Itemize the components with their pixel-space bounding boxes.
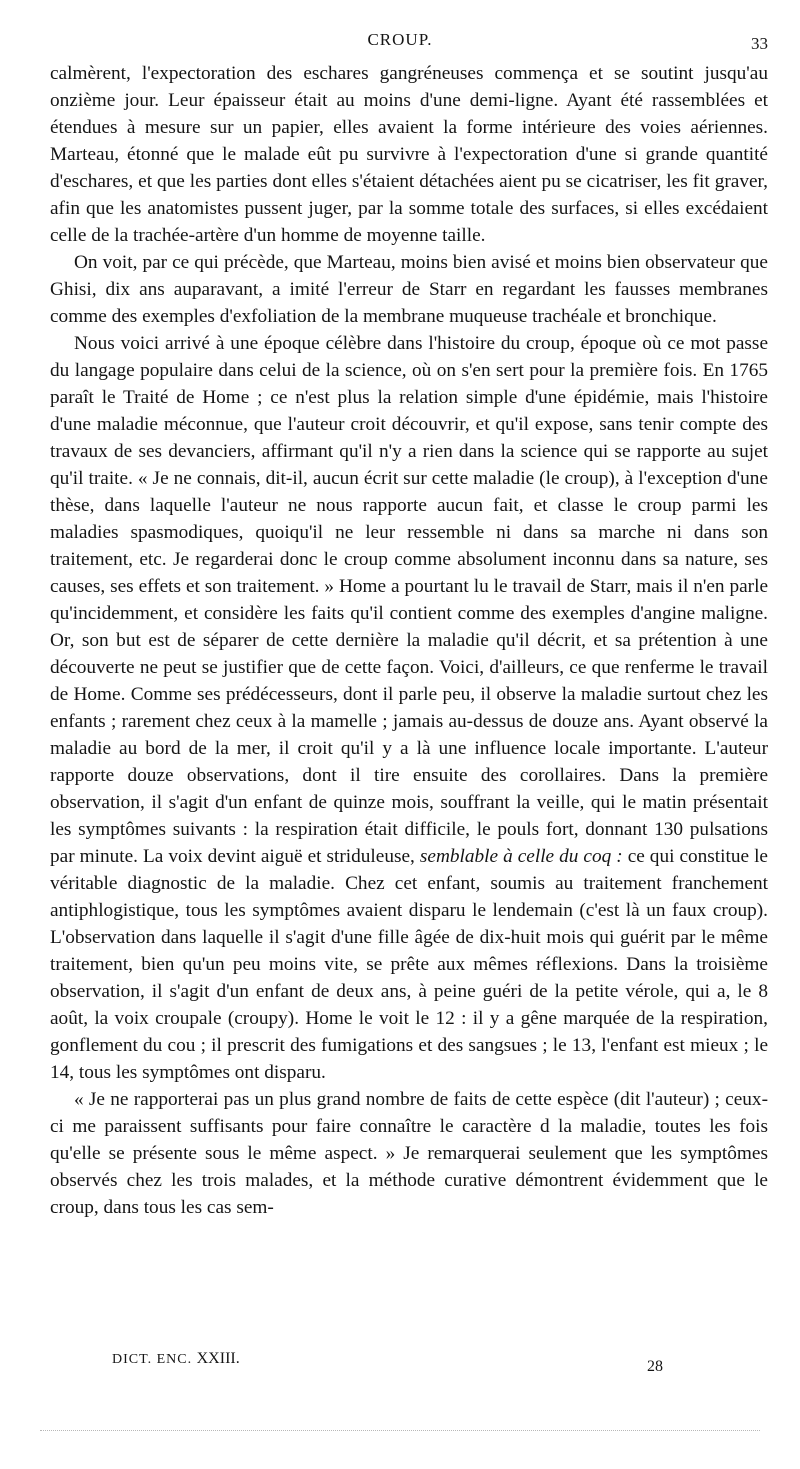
running-head xyxy=(0,30,800,54)
volume-number: XXIII. xyxy=(196,1350,240,1367)
paragraph-3-italic: semblable à celle du coq : xyxy=(419,846,623,867)
body-text xyxy=(50,60,768,1221)
paragraph-2: On voit, par ce qui précède, que Marteau, moins bien avisé et moins bien observateur que Ghisi, dix ans auparavant, a imité l'erreur de Starr en regardant les fausses membranes comme des exemples d'exfoliation de la membrane muqueuse trachéale et bronchique. xyxy=(50,252,768,327)
printer-signature xyxy=(112,1350,240,1368)
signature-text: DICT. ENC. xyxy=(112,1352,193,1367)
sheet-number: 28 xyxy=(647,1358,663,1375)
running-title: CROUP. xyxy=(367,30,433,49)
scan-edge-dots xyxy=(40,1430,760,1435)
paragraph-1: calmèrent, l'expectoration des eschares gangréneuses commença et se soutint jusqu'au onzième jour. Leur épaisseur était au moins d'une demi-ligne. Ayant été rassemblées et étendues à mesure sur un papier, elles avaient la forme intérieure des voies aériennes. Marteau, étonné que le malade eût pu survivre à l'expectoration d'une si grande quantité d'eschares, et que les parties dont elles s'étaient détachées aient pu se cicatriser, les fit graver, afin que les anatomistes pussent juger, par la somme totale des surfaces, si elles excédaient celle de la trachée-artère d'un homme de moyenne taille. xyxy=(50,63,768,246)
paragraph-3 xyxy=(50,330,768,1086)
paragraph-3-tail: ce qui constitue le véritable diagnostic de la maladie. Chez cet enfant, soumis au traitement franchement antiphlogistique, tous les symptômes avaient disparu le lendemain (c'est là un faux croup). L'observation dans laquelle il s'agit d'une fille âgée de dix-huit mois qui guérit par le même traitement, bien qu'un peu moins vite, se prête aux mêmes réflexions. Dans la troisième observation, il s'agit d'un enfant de deux ans, à peine guéri de la petite vérole, qui a, le 8 août, la voix croupale (croupy). Home le voit le 12 : il y a gêne marquée de la respiration, gonflement du cou ; il prescrit des fumigations et des sangsues ; le 13, l'enfant est mieux ; le 14, tous les symptômes ont disparu. xyxy=(50,846,768,1083)
page-footer xyxy=(0,1350,800,1380)
paragraph-4: « Je ne rapporterai pas un plus grand nombre de faits de cette espèce (dit l'auteur) ; ceux-ci me paraissent suffisants pour faire connaître le caractère d la maladie, toutes les fois qu'elle se présente sous le même aspect. » Je remarquerai seulement que les symptômes observés chez les trois malades, et la méthode curative démontrent évidemment que le croup, dans tous les cas sem- xyxy=(50,1089,768,1218)
paragraph-3-text: Nous voici arrivé à une époque célèbre dans l'histoire du croup, époque où ce mot passe du langage populaire dans celui de la science, où on s'en sert pour la première fois. En 1765 paraît le Traité de Home ; ce n'est plus la relation simple d'une épidémie, mais l'histoire d'une maladie méconnue, que l'auteur croit découvrir, et qu'il expose, sans tenir compte des travaux de ses devanciers, affirmant qu'il n'y a rien dans la science qui se rapporte au sujet qu'il traite. « Je ne connais, dit-il, aucun écrit sur cette maladie (le croup), à l'exception d'une thèse, dans laquelle l'auteur ne nous rapporte aucun fait, et classe le croup parmi les maladies spasmodiques, quoiqu'il ne leur ressemble ni dans sa marche ni dans son traitement, etc. Je regarderai donc le croup comme absolument inconnu dans sa nature, ses causes, ses effets et son traitement. » Home a pourtant lu le travail de Starr, mais il n'en parle qu'incidemment, et considère les faits qu'il contient comme des exemples d'angine maligne. Or, son but est de séparer de cette dernière la maladie qu'il décrit, et sa prétention à une découverte ne peut se justifier que de cette façon. Voici, d'ailleurs, ce que renferme le travail de Home. Comme ses prédécesseurs, dont il parle peu, il observe la maladie surtout chez les enfants ; rarement chez ceux à la mamelle ; jamais au-dessus de douze ans. Ayant observé la maladie au bord de la mer, il croit qu'il y a là une influence locale importante. L'auteur rapporte douze observations, dont il tire ensuite des corollaires. Dans la première observation, il s'agit d'un enfant de quinze mois, souffrant la veille, qui le matin présentait les symptômes suivants : la respiration était difficile, le pouls fort, donnant 130 pulsations par minute. La voix devint aiguë et striduleuse, xyxy=(50,333,768,867)
page-number: 33 xyxy=(751,34,768,53)
